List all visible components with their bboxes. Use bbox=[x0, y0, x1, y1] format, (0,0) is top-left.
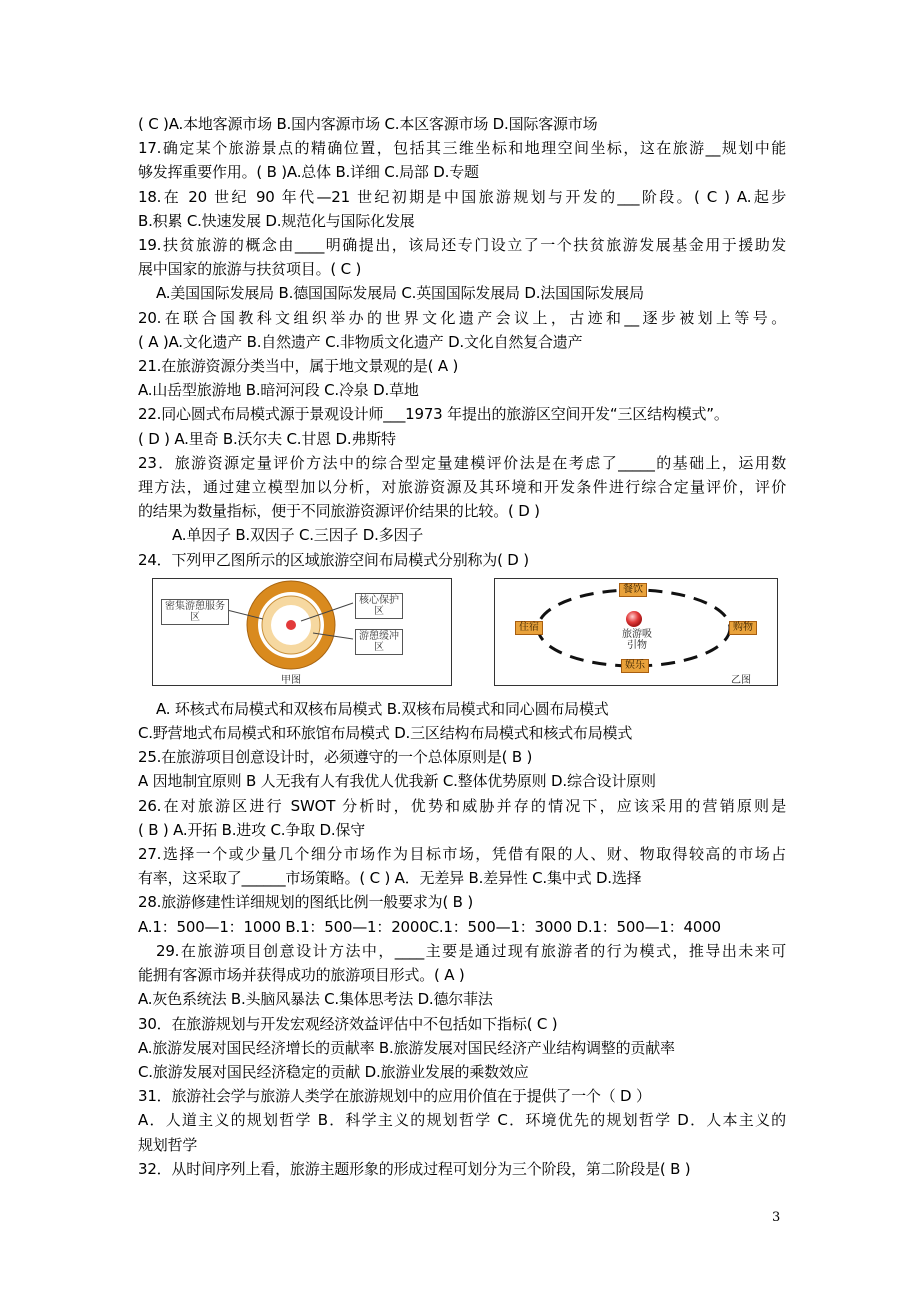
question-19: 19.扶贫旅游的概念由____明确提出，该局还专门设立了一个扶贫旅游发展基金用于援助发 bbox=[138, 236, 786, 255]
question-21: 21.在旅游资源分类当中，属于地文景观的是( A ) bbox=[138, 357, 459, 376]
question-28: 28.旅游修建性详细规划的图纸比例一般要求为( B ) bbox=[138, 893, 473, 912]
text-line: 能拥有客源市场并获得成功的旅游项目形式。( A ) bbox=[138, 966, 465, 985]
text-line: ( C )A.本地客源市场 B.国内客源市场 C.本区客源市场 D.国际客源市场 bbox=[138, 115, 598, 133]
question-25: 25.在旅游项目创意设计时，必须遵守的一个总体原则是( B ) bbox=[138, 748, 533, 767]
question-29: 29.在旅游项目创意设计方法中，____主要是通过现有旅游者的行为模式，推导出未来可 bbox=[156, 941, 786, 960]
figure-b-caption: 乙图 bbox=[731, 674, 751, 686]
page-number: 3 bbox=[772, 1210, 781, 1225]
figures-row bbox=[138, 578, 786, 693]
label-attraction: 旅游吸引物 bbox=[622, 628, 652, 651]
text-line: B.积累 C.快速发展 D.规范化与国际化发展 bbox=[138, 211, 415, 230]
label-dense-service-zone: 密集游憩服务区 bbox=[161, 599, 229, 625]
options-31: A．人道主义的规划哲学 B．科学主义的规划哲学 C．环境优先的规划哲学 D．人本主义的 bbox=[138, 1111, 786, 1130]
figure-a bbox=[152, 578, 452, 686]
question-20: 20.在联合国教科文组织举办的世界文化遗产会议上，古迹和__逐步被划上等号。 bbox=[138, 308, 786, 327]
question-22: 22.同心圆式布局模式源于景观设计师___1973 年提出的旅游区空间开发“三区结构模式”。 bbox=[138, 405, 729, 424]
text-line: 展中国家的旅游与扶贫项目。( C ) bbox=[138, 260, 362, 279]
question-30: 30．在旅游规划与开发宏观经济效益评估中不包括如下指标( C ) bbox=[138, 1014, 558, 1033]
options-24-cd: C.野营地式布局模式和环旅馆布局模式 D.三区结构布局模式和核式布局模式 bbox=[138, 724, 633, 743]
figure-a-caption: 甲图 bbox=[281, 674, 301, 686]
question-24: 24．下列甲乙图所示的区域旅游空间布局模式分别称为( D ) bbox=[138, 550, 529, 569]
text-line: 够发挥重要作用。( B )A.总体 B.详细 C.局部 D.专题 bbox=[138, 163, 479, 182]
tag-shopping: 购物 bbox=[729, 621, 757, 635]
label-core-protection-zone: 核心保护区 bbox=[355, 593, 403, 619]
label-buffer-zone: 游憩缓冲区 bbox=[355, 629, 403, 655]
options-19: A.美国国际发展局 B.德国国际发展局 C.英国国际发展局 D.法国国际发展局 bbox=[156, 284, 644, 303]
text-line: 理方法，通过建立模型加以分析，对旅游资源及其环境和开发条件进行综合定量评价，评价 bbox=[138, 478, 786, 497]
question-23: 23．旅游资源定量评价方法中的综合型定量建模评价法是在考虑了_____的基础上，运用数 bbox=[138, 453, 786, 472]
page-content bbox=[138, 112, 786, 1181]
core-dot bbox=[286, 620, 296, 630]
text-line: ( B ) A.开拓 B.进攻 C.争取 D.保守 bbox=[138, 820, 365, 839]
text-line: 有率，这采取了______市场策略。( C ) A．无差异 B.差异性 C.集中式 D.选择 bbox=[138, 869, 642, 888]
options-30-ab: A.旅游发展对国民经济增长的贡献率 B.旅游发展对国民经济产业结构调整的贡献率 bbox=[138, 1038, 675, 1057]
options-25: A 因地制宜原则 B 人无我有人有我优人优我新 C.整体优势原则 D.综合设计原则 bbox=[138, 772, 656, 791]
options-30-cd: C.旅游发展对国民经济稳定的贡献 D.旅游业发展的乘数效应 bbox=[138, 1062, 529, 1081]
figure-b bbox=[494, 578, 778, 686]
text-line: 规划哲学 bbox=[138, 1135, 198, 1154]
dashed-loop bbox=[538, 590, 730, 666]
options-29: A.灰色系统法 B.头脑风暴法 C.集体思考法 D.德尔菲法 bbox=[138, 990, 493, 1009]
question-26: 26.在对旅游区进行 SWOT 分析时，优势和威胁并存的情况下，应该采用的营销原则是 bbox=[138, 796, 786, 815]
options-28: A.1：500—1：1000 B.1：500—1：2000C.1：500—1：3000 D.1：500—1：4000 bbox=[138, 917, 721, 936]
tag-dining: 餐饮 bbox=[619, 583, 647, 597]
question-18: 18.在 20 世纪 90 年代—21 世纪初期是中国旅游规划与开发的___阶段。( C ) A.起步 bbox=[138, 187, 786, 206]
options-23: A.单因子 B.双因子 C.三因子 D.多因子 bbox=[172, 526, 424, 545]
text-line: ( D ) A.里奇 B.沃尔夫 C.甘恩 D.弗斯特 bbox=[138, 429, 396, 448]
question-32: 32．从时间序列上看，旅游主题形象的形成过程可划分为三个阶段，第二阶段是( B ) bbox=[138, 1159, 691, 1178]
concentric-rings-diagram bbox=[153, 579, 451, 685]
tag-lodging: 住宿 bbox=[515, 621, 543, 635]
tag-entertainment: 娱乐 bbox=[621, 659, 649, 673]
question-17: 17.确定某个旅游景点的精确位置，包括其三维坐标和地理空间坐标，这在旅游__规划中能 bbox=[138, 139, 786, 158]
text-line: ( A )A.文化遗产 B.自然遗产 C.非物质文化遗产 D.文化自然复合遗产 bbox=[138, 332, 583, 351]
text-line: 的结果为数量指标，便于不同旅游资源评价结果的比较。( D ) bbox=[138, 502, 540, 521]
question-27: 27.选择一个或少量几个细分市场作为目标市场，凭借有限的人、财、物取得较高的市场占 bbox=[138, 845, 786, 864]
options-24-ab: A. 环核式布局模式和双核布局模式 B.双核布局模式和同心圆布局模式 bbox=[156, 699, 609, 718]
text-line: A.山岳型旅游地 B.暗河河段 C.冷泉 D.草地 bbox=[138, 381, 419, 400]
question-31: 31．旅游社会学与旅游人类学在旅游规划中的应用价值在于提供了一个（ D ） bbox=[138, 1087, 651, 1106]
attraction-core bbox=[626, 611, 642, 627]
